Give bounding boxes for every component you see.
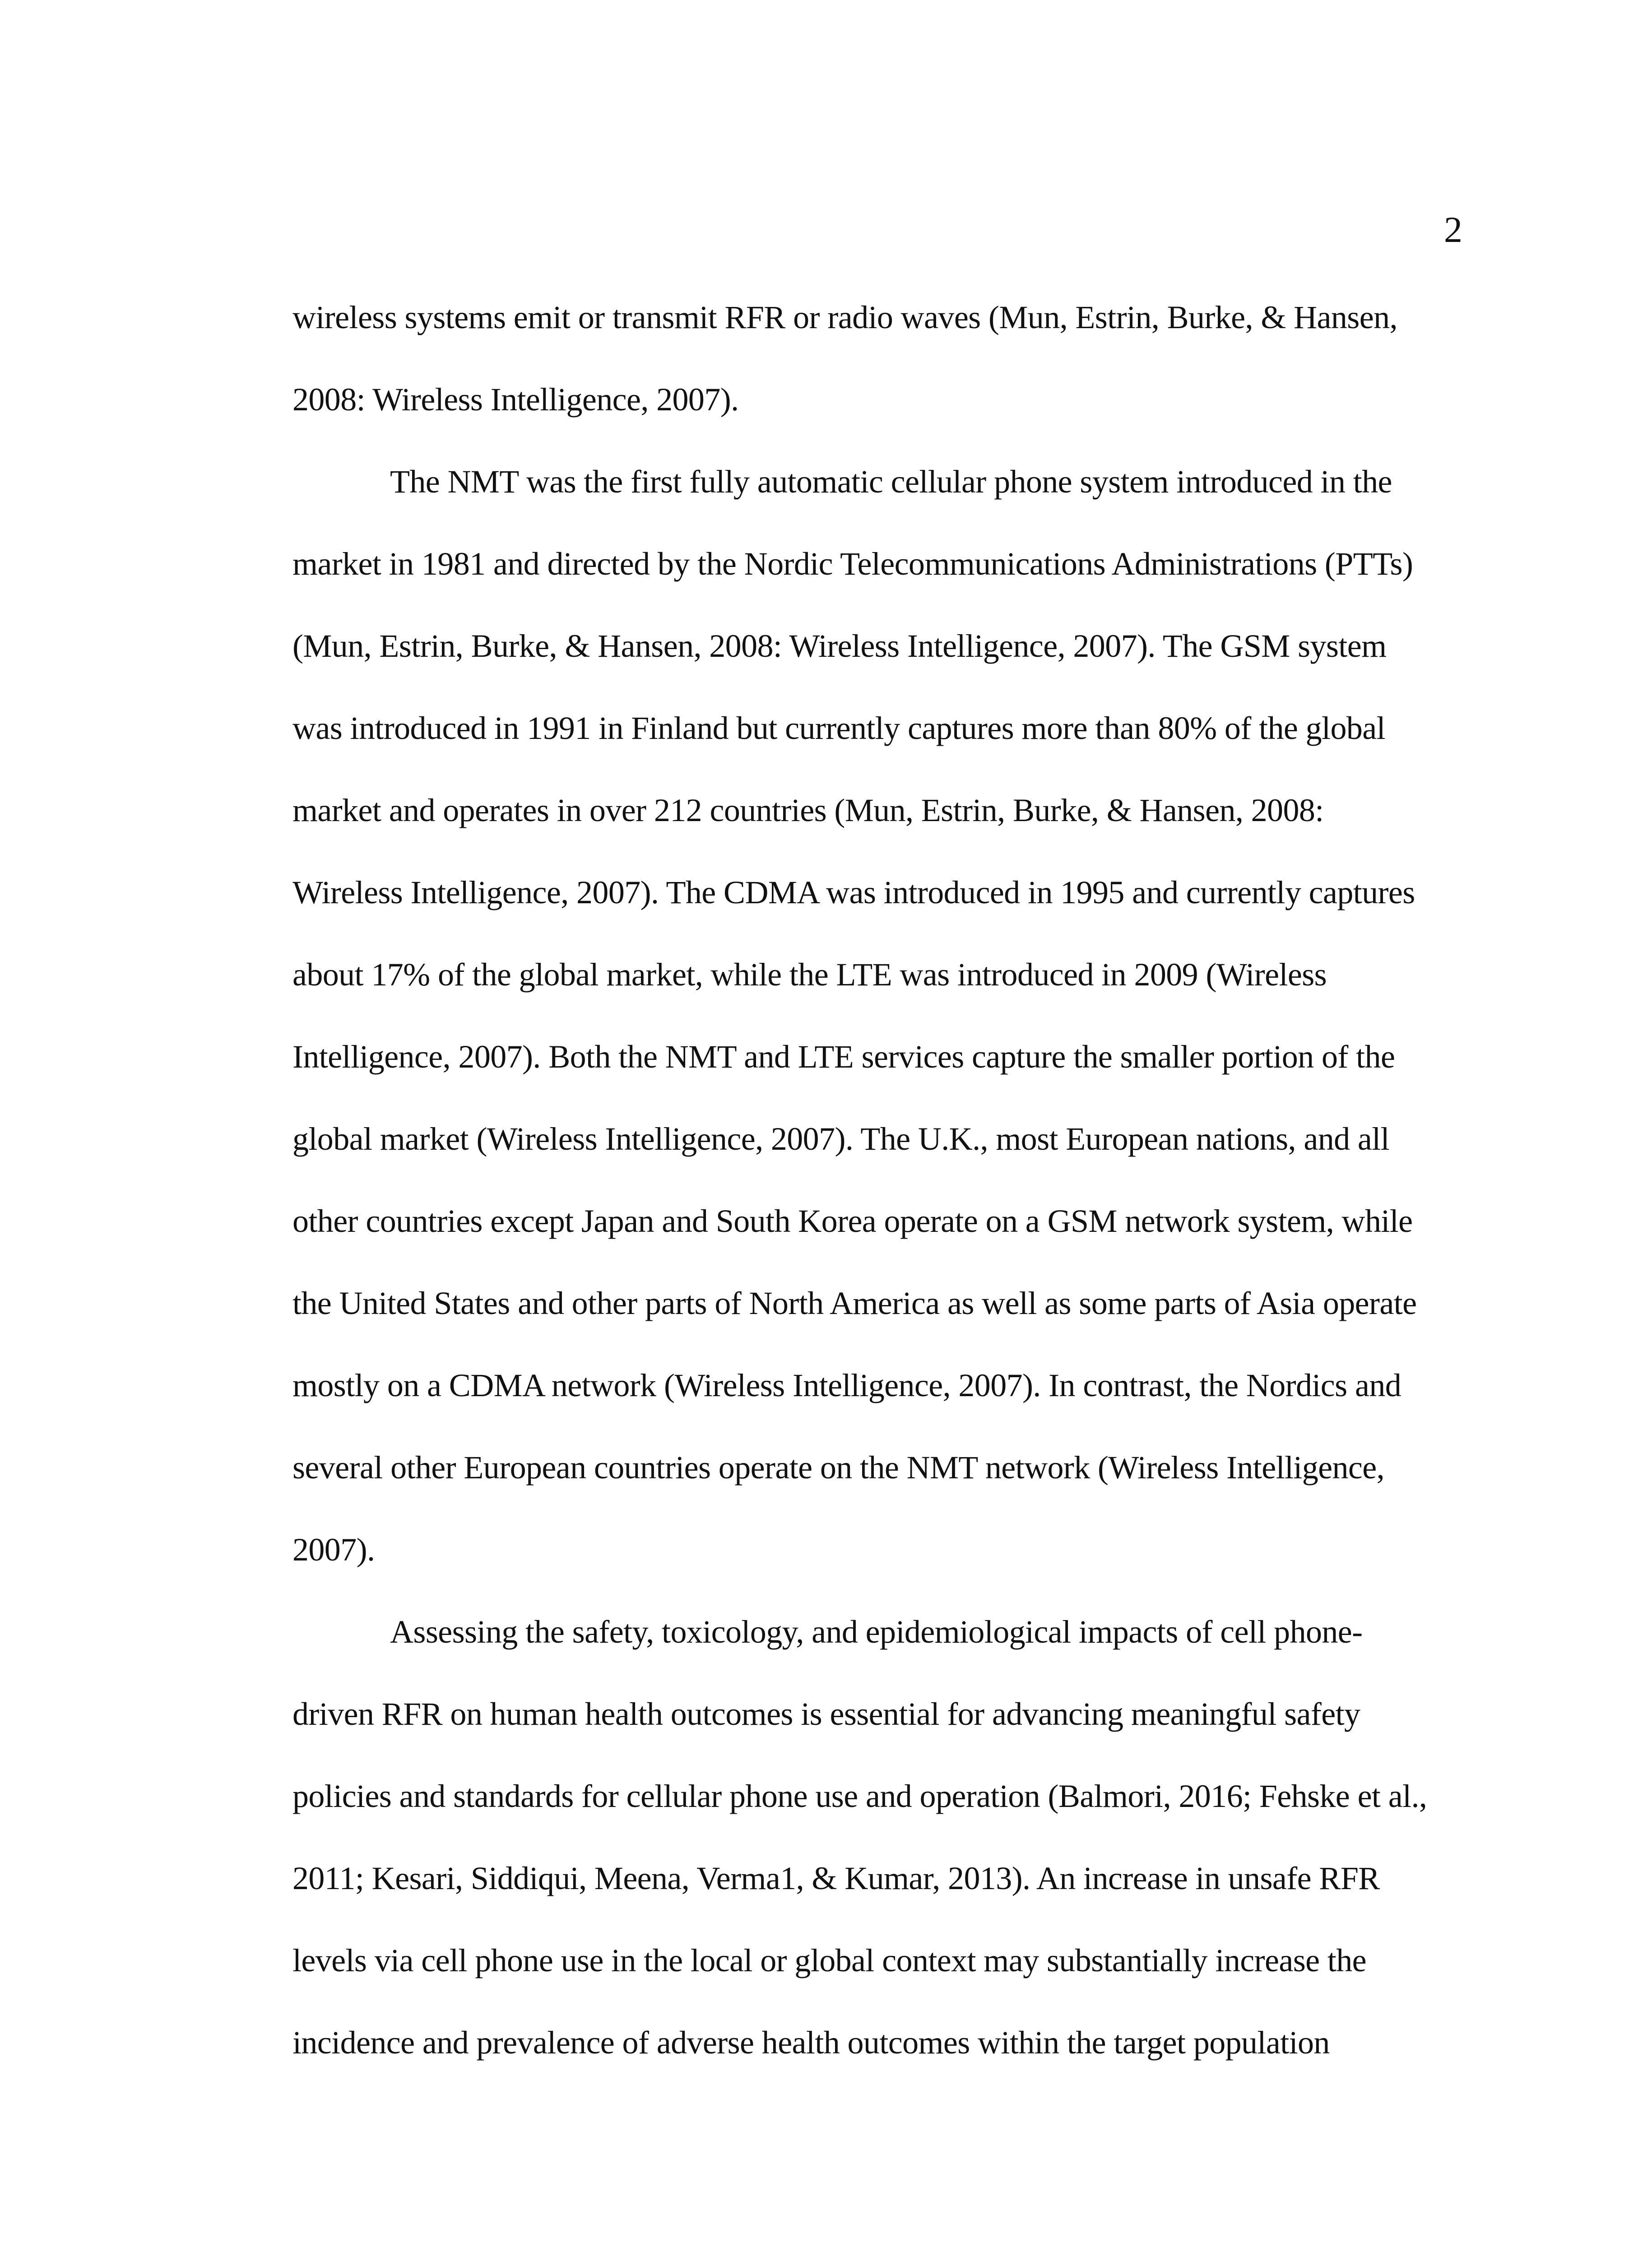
text-line: market in 1981 and directed by the Nordic Telecommunications Administrations (PTTs) bbox=[292, 546, 1413, 582]
paragraph-3 bbox=[292, 1591, 1457, 2084]
text-line: 2008: Wireless Intelligence, 2007). bbox=[292, 381, 739, 418]
text-line: 2011; Kesari, Siddiqui, Meena, Verma1, & Kumar, 2013). An increase in unsafe RFR bbox=[292, 1860, 1380, 1896]
text-line: global market (Wireless Intelligence, 2007). The U.K., most European nations, and all bbox=[292, 1121, 1390, 1157]
document-body bbox=[292, 276, 1457, 2084]
text-line: other countries except Japan and South Korea operate on a GSM network system, while bbox=[292, 1203, 1413, 1239]
text-line: incidence and prevalence of adverse health outcomes within the target population bbox=[292, 2025, 1330, 2061]
text-line: 2007). bbox=[292, 1532, 375, 1568]
text-line: policies and standards for cellular phone use and operation (Balmori, 2016; Fehske et al., bbox=[292, 1778, 1427, 1814]
text-line: mostly on a CDMA network (Wireless Intelligence, 2007). In contrast, the Nordics and bbox=[292, 1367, 1401, 1403]
paragraph-1 bbox=[292, 276, 1457, 441]
text-line: was introduced in 1991 in Finland but currently captures more than 80% of the global bbox=[292, 710, 1386, 746]
text-line: about 17% of the global market, while the LTE was introduced in 2009 (Wireless bbox=[292, 957, 1327, 993]
text-line: driven RFR on human health outcomes is essential for advancing meaningful safety bbox=[292, 1696, 1360, 1732]
text-line: The NMT was the first fully automatic cellular phone system introduced in the bbox=[390, 464, 1392, 500]
paragraph-2 bbox=[292, 441, 1457, 1591]
page-number: 2 bbox=[1444, 209, 1462, 250]
text-line: (Mun, Estrin, Burke, & Hansen, 2008: Wireless Intelligence, 2007). The GSM system bbox=[292, 628, 1387, 664]
text-line: market and operates in over 212 countries (Mun, Estrin, Burke, & Hansen, 2008: bbox=[292, 792, 1324, 828]
text-line: several other European countries operate on the NMT network (Wireless Intelligence, bbox=[292, 1449, 1385, 1486]
text-line: the United States and other parts of North America as well as some parts of Asia operate bbox=[292, 1285, 1417, 1321]
text-line: Assessing the safety, toxicology, and epidemiological impacts of cell phone- bbox=[390, 1614, 1363, 1650]
text-line: Intelligence, 2007). Both the NMT and LTE services capture the smaller portion of the bbox=[292, 1039, 1395, 1075]
text-line: levels via cell phone use in the local or global context may substantially increase the bbox=[292, 1942, 1367, 1978]
text-line: wireless systems emit or transmit RFR or radio waves (Mun, Estrin, Burke, & Hansen, bbox=[292, 299, 1397, 335]
text-line: Wireless Intelligence, 2007). The CDMA was introduced in 1995 and currently captures bbox=[292, 874, 1415, 910]
